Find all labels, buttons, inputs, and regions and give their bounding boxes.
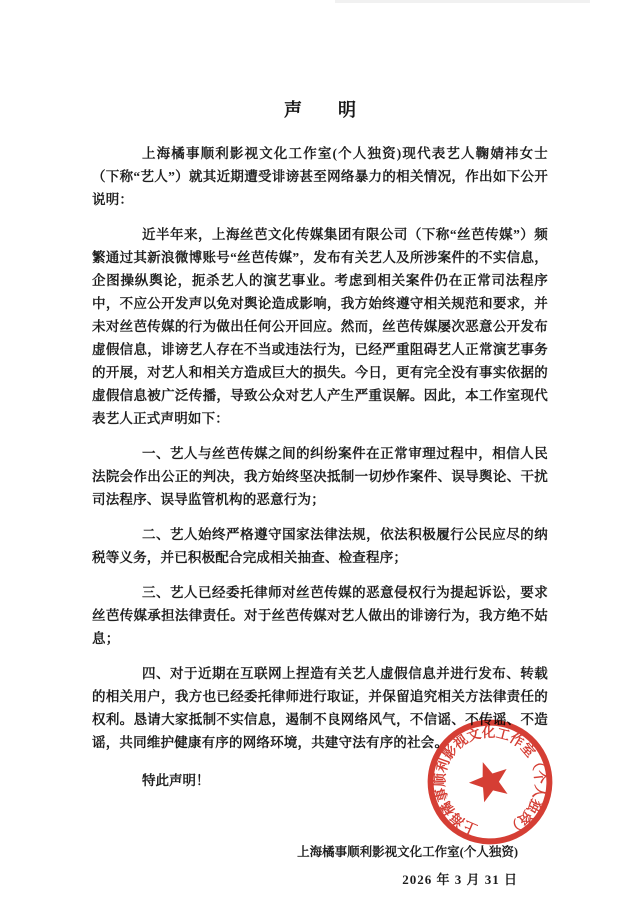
paragraph-point-2: 二、艺人始终严格遵守国家法律法规，依法积极履行公民应尽的纳税等义务，并已积极配合完成相关抽查、检查程序； [92,527,548,565]
paragraph-background: 近半年来，上海丝芭文化传媒集团有限公司（下称“丝芭传媒”）频繁通过其新浪微博账号“丝芭传媒”，发布有关艺人及所涉案件的不实信息，企图操纵舆论，扼杀艺人的演艺事业。考虑到相关案件仍在正常司法程序中，不应公开发声以免对舆论造成影响，我方始终遵守相关规范和要求，并未对丝芭传媒的行为做出任何公开回应。然而，丝芭传媒屡次恶意公开发布虚假信息，诽谤艺人存在不当或违法行为，已经严重阻碍艺人正常演艺事务的开展，对艺人和相关方造成巨大的损失。今日，更有完全没有事实依据的虚假信息被广泛传播，导致公众对艺人产生严重误解。因此，本工作室现代表艺人正式声明如下： [92,227,548,426]
paragraph-intro: 上海橘事顺利影视文化工作室(个人独资)现代表艺人鞠婧祎女士（下称“艺人”）就其近期遭受诽谤甚至网络暴力的相关情况，作出如下公开说明： [92,146,548,207]
closing-line: 特此声明！ [142,773,210,788]
seal-ring-text: 上海橘事顺利影视文化工作室（个人独资） [432,724,548,837]
signature-line: 上海橘事顺利影视文化工作室(个人独资) [297,845,518,859]
statement-title: 声 明 [284,100,356,120]
date-line: 2026 年 3 月 31 日 [402,872,518,887]
paragraph-point-3: 三、艺人已经委托律师对丝芭传媒的恶意侵权行为提起诉讼，要求丝芭传媒承担法律责任。对于丝芭传媒对艺人做出的诽谤行为，我方绝不姑息； [92,585,548,646]
paragraph-point-1: 一、艺人与丝芭传媒之间的纠纷案件在正常审理过程中，相信人民法院会作出公正的判决，我方始终坚决抵制一切炒作案件、误导舆论、干扰司法程序、误导监管机构的恶意行为； [92,446,548,507]
scan-artifact [335,0,590,3]
paragraph-point-4: 四、对于近期在互联网上捏造有关艺人虚假信息并进行发布、转载的相关用户，我方也已经委托律师进行取证，并保留追究相关方法律责任的权利。恳请大家抵制不实信息，遏制不良网络风气，不信谣、不传谣、不造谣，共同维护健康有序的网络环境，共建守法有序的社会。 [92,666,548,750]
